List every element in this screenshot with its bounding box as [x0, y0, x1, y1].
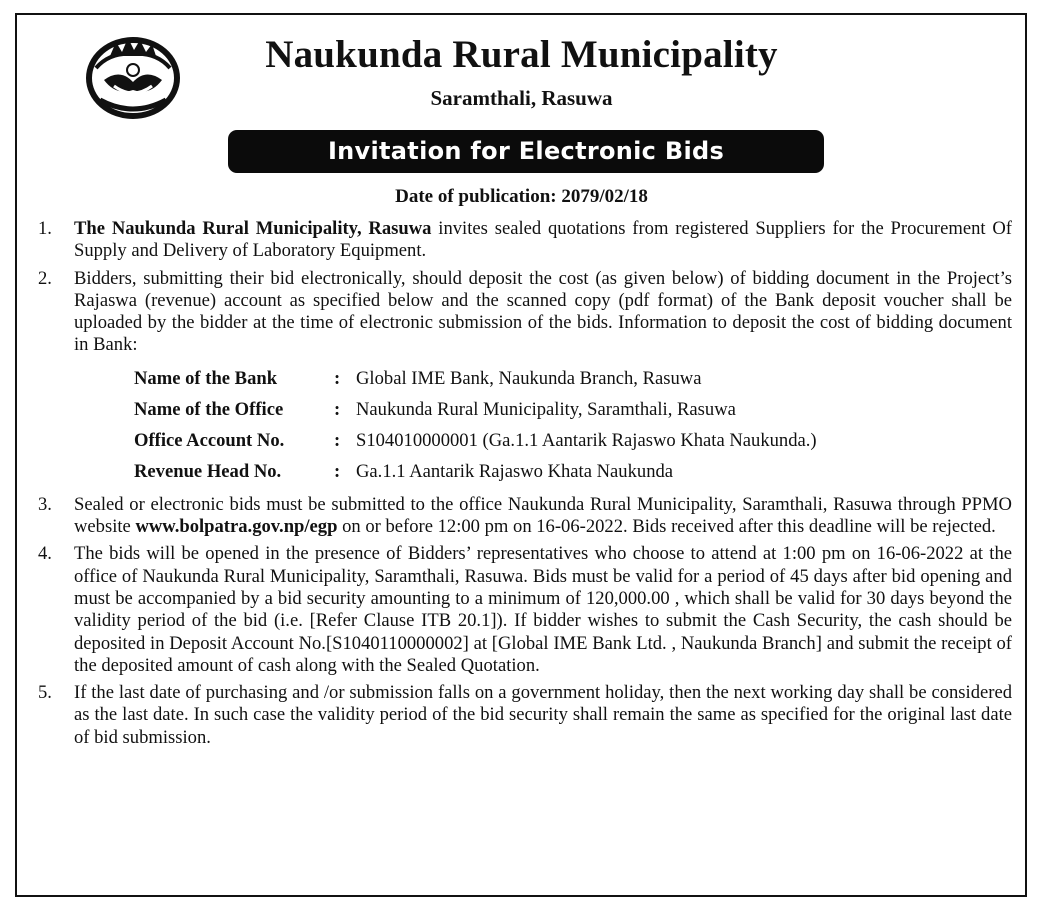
list-item — [38, 494, 1012, 539]
item-text: Sealed or electronic bids must be submitted to the office Naukunda Rural Municipality, Saramthali, Rasuwa through PPMO website — [74, 493, 1012, 538]
ppmo-website-link: www.bolpatra.gov.np/egp — [135, 516, 338, 538]
bank-row — [134, 364, 1012, 395]
item-number: 5. — [38, 682, 52, 704]
bank-colon: : — [334, 461, 341, 483]
bank-value: Naukunda Rural Municipality, Saramthali, Rasuwa — [356, 399, 736, 421]
bank-row — [134, 457, 1012, 488]
item-number: 1. — [38, 218, 52, 239]
bank-details — [134, 364, 1012, 488]
bank-label: Revenue Head No. — [134, 461, 282, 483]
item-text: Bidders, submitting their bid electronically, should deposit the cost (as given below) of bidding document in the Project’s Rajaswa (revenue) account as specified below and the scanned copy (pdf format) of the Bank deposit voucher shall be uploaded by the bidder at the time of electronic submission of the bids. Information to deposit the cost of bidding document in Bank: — [74, 267, 1012, 356]
list-item — [38, 543, 1012, 677]
municipality-location: Saramthali, Rasuwa — [430, 86, 613, 110]
bank-row — [134, 426, 1012, 457]
bank-value: Global IME Bank, Naukunda Branch, Rasuwa — [356, 368, 702, 390]
list-item — [38, 682, 1012, 749]
item-bold-text: The Naukunda Rural Municipality, Rasuwa — [74, 218, 432, 239]
list-item — [38, 218, 1012, 263]
item-text: on or before 12:00 pm on 16-06-2022. Bids received after this deadline will be rejected. — [337, 516, 996, 538]
bank-value: Ga.1.1 Aantarik Rajaswo Khata Naukunda — [356, 461, 674, 483]
bank-label: Name of the Office — [134, 399, 284, 421]
item-text: invites sealed quotations from registered Suppliers for the Procurement Of Supply and Delivery of Laboratory Equipment. — [74, 218, 1013, 262]
notice-banner: Invitation for Electronic Bids — [228, 130, 824, 173]
bank-colon: : — [334, 430, 341, 452]
item-text: The bids will be opened in the presence of Bidders’ representatives who choose to attend at 1:00 pm on 16-06-2022 at the office of Naukunda Rural Municipality, Saramthali, Rasuwa. Bids must be valid for a period of 45 days after bid opening and must be accompanied by a bid security amounting to a minimum of 120,000.00 , which shall be valid for 30 days beyond the validity period of the bid (i.e. [Refer Clause ITB 20.1]). If bidder wishes to submit the Cash Security, the cash should be deposited in Deposit Account No.[S1040110000002] at [Global IME Bank Ltd. , Naukunda Branch] and submit the receipt of the deposited amount of cash along with the Sealed Quotation. — [74, 543, 1012, 676]
publication-date: Date of publication: 2079/02/18 — [395, 186, 648, 207]
bank-row — [134, 395, 1012, 426]
item-number: 2. — [38, 267, 52, 289]
bank-label: Name of the Bank — [134, 368, 278, 390]
item-text: If the last date of purchasing and /or submission falls on a government holiday, then the next working day shall be considered as the last date. In such case the validity period of the bid security shall remain the same as specified for the original last date of bid submission. — [74, 682, 1012, 748]
notice-items — [38, 218, 1012, 754]
list-item — [38, 268, 1012, 488]
municipality-title: Naukunda Rural Municipality — [265, 33, 778, 76]
bank-value: S104010000001 (Ga.1.1 Aantarik Rajaswo Khata Naukunda.) — [356, 430, 817, 452]
item-number: 4. — [38, 543, 52, 565]
bank-label: Office Account No. — [134, 430, 285, 452]
item-number: 3. — [38, 493, 52, 515]
bank-colon: : — [334, 368, 341, 390]
bank-colon: : — [334, 399, 341, 421]
